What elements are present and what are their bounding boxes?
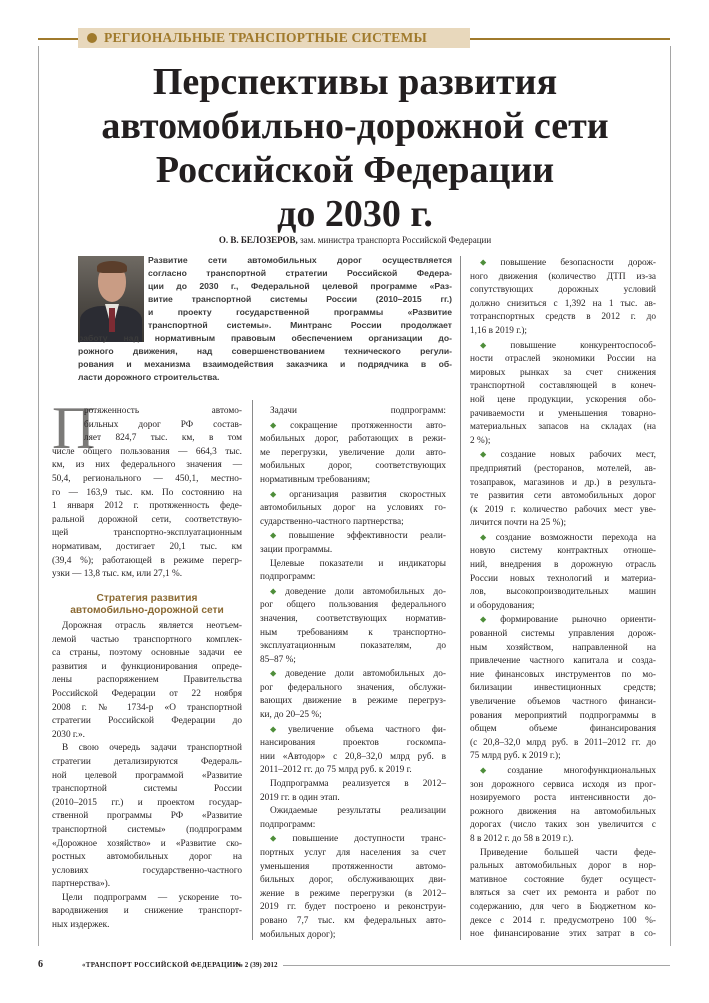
text-line: ляет 824,7 тыс. км, в том bbox=[84, 433, 242, 444]
text-line bbox=[260, 819, 446, 833]
lead-line: рования и механизма взаимодействия заказчика и подрядчика в об- bbox=[78, 359, 452, 369]
line-text: вляться за счет их ремонта и работ по bbox=[470, 888, 656, 899]
text-line bbox=[260, 915, 446, 929]
line-text: нормативным требованиям; bbox=[260, 474, 371, 485]
bullet-dot-icon bbox=[87, 33, 97, 43]
line-text: ным хозяйством, направленной на bbox=[470, 642, 656, 653]
line-text: бильных дорог, обслуживающих дви- bbox=[260, 875, 446, 886]
line-text: 2 %); bbox=[470, 435, 491, 446]
line-text: Целевые показатели и индикаторы bbox=[270, 558, 446, 569]
line-text: 85–87 %; bbox=[260, 654, 296, 665]
bullet-diamond-icon: ⬥ bbox=[270, 723, 289, 734]
line-text: вающих движение в режиме перегруз- bbox=[260, 696, 446, 707]
bullet-diamond-icon: ⬥ bbox=[480, 764, 508, 775]
line-text: значения, соответствующих норматив- bbox=[260, 613, 446, 624]
lead-line: согласно транспортной стратегии Российской Федера- bbox=[148, 268, 452, 278]
text-line bbox=[260, 433, 446, 447]
line-text: транспортной составляющей в конеч- bbox=[470, 381, 656, 392]
text-line: лены распоряжением Правительства bbox=[52, 675, 242, 686]
line-text: эксплуатационным показателям, до bbox=[260, 641, 446, 652]
bullet-diamond-icon: ⬥ bbox=[480, 531, 496, 542]
line-text: формирование рыночно ориенти- bbox=[500, 615, 656, 626]
bullet-diamond-icon: ⬥ bbox=[270, 585, 286, 596]
text-line bbox=[470, 750, 656, 764]
line-text: мобильных дорог); bbox=[260, 929, 336, 940]
bullet-line bbox=[260, 488, 446, 503]
title-line: до 2030 г. bbox=[277, 193, 433, 235]
line-text: создание многофункциональных bbox=[507, 765, 656, 776]
text-line bbox=[470, 463, 656, 477]
subheading bbox=[52, 593, 242, 617]
text-line: го — 163,9 тыс. км. По состоянию на bbox=[52, 487, 242, 498]
text-line bbox=[470, 928, 656, 942]
line-text: общем объеме финансирования bbox=[470, 724, 656, 735]
text-line bbox=[260, 474, 446, 488]
text-line bbox=[260, 709, 446, 723]
author-portrait-icon bbox=[78, 256, 144, 342]
line-text: ральных автомобильных дорог в нор- bbox=[470, 861, 656, 872]
line-text: должно снизиться с 1,392 на 1 тыс. ав- bbox=[470, 298, 656, 309]
line-text: ности отраслей экономики России на bbox=[470, 354, 656, 365]
bullet-line bbox=[470, 256, 656, 271]
line-text: зон дорожного сервиса исходя из прог- bbox=[470, 779, 656, 790]
line-text: предприятий (ресторанов, мотелей, ав- bbox=[470, 463, 656, 474]
text-line bbox=[470, 490, 656, 504]
line-text: тотранспортных средств в 2012 г. до bbox=[470, 312, 656, 323]
text-line bbox=[260, 613, 446, 627]
line-text: Подпрограмма реализуется в 2012– bbox=[270, 779, 446, 790]
line-text: ное финансирование этих затрат в со- bbox=[470, 929, 656, 940]
text-line bbox=[470, 600, 656, 614]
bullet-line bbox=[470, 339, 656, 354]
text-line bbox=[470, 915, 656, 929]
line-text: ровано 7,7 тыс. км федеральных авто- bbox=[260, 915, 446, 926]
line-text: повышение конкурентоспособ- bbox=[510, 340, 656, 351]
line-text: зации программы. bbox=[260, 544, 333, 555]
line-text: сударственно-частного партнерства; bbox=[260, 516, 404, 527]
line-text: (с 20,8–32,0 млрд руб. в 2011–2012 гг. до bbox=[470, 737, 656, 748]
line-text: личится почти на 25 %); bbox=[470, 518, 567, 529]
text-line bbox=[260, 516, 446, 530]
line-text: мобильных дорог, работающих в режи- bbox=[260, 434, 446, 445]
article-title bbox=[60, 60, 650, 236]
line-text: Задачи подпрограмм: bbox=[270, 406, 446, 416]
text-line: 2008 г. № 1734-р «О транспортной bbox=[52, 702, 242, 713]
line-text: рог общего пользования федерального bbox=[260, 600, 446, 611]
line-text: ний, внедрения в дорожную отрасль bbox=[470, 560, 656, 571]
text-line bbox=[470, 682, 656, 696]
lead-line: работу над нормативным правовым обеспечением организации до- bbox=[78, 333, 452, 343]
text-line bbox=[470, 394, 656, 408]
magazine-name: «ТРАНСПОРТ РОССИЙСКОЙ ФЕДЕРАЦИИ» bbox=[82, 961, 243, 969]
text-line bbox=[470, 860, 656, 874]
text-line bbox=[260, 460, 446, 474]
text-line: Цели подпрограмм — ускорение то- bbox=[62, 892, 242, 903]
text-line bbox=[470, 792, 656, 806]
text-line: бильных дорог РФ состав- bbox=[84, 419, 242, 430]
text-line bbox=[470, 573, 656, 587]
text-line bbox=[470, 298, 656, 312]
text-line: стратегии детализируются Федераль- bbox=[52, 756, 242, 767]
text-line bbox=[260, 558, 446, 572]
text-line bbox=[470, 833, 656, 847]
section-title: РЕГИОНАЛЬНЫЕ ТРАНСПОРТНЫЕ СИСТЕМЫ bbox=[104, 30, 427, 45]
lead-line: рожного движения, над совершенствованием технического регули- bbox=[78, 346, 452, 356]
text-line: В свою очередь задачи транспортной bbox=[62, 743, 242, 754]
section-header bbox=[78, 28, 470, 48]
title-line: автомобильно-дорожной сети bbox=[101, 105, 609, 147]
text-line: 1 января 2012 г. протяженность феде- bbox=[52, 501, 242, 512]
text-line bbox=[470, 779, 656, 793]
line-text: России новых технологий и материа- bbox=[470, 573, 656, 584]
drop-cap: П bbox=[52, 395, 96, 461]
text-line bbox=[260, 627, 446, 641]
line-text: новую систему контрактных отноше- bbox=[470, 546, 656, 557]
bullet-diamond-icon: ⬥ bbox=[270, 530, 289, 541]
line-text: мобильных дорог, соответствующих bbox=[260, 461, 446, 472]
line-text: доведение доли автомобильных до- bbox=[285, 586, 446, 597]
column3-text bbox=[470, 256, 656, 942]
frame-rule-left bbox=[38, 46, 39, 946]
page-footer bbox=[38, 959, 670, 971]
text-line bbox=[470, 271, 656, 285]
line-text: подпрограмм: bbox=[260, 572, 316, 583]
bullet-line bbox=[260, 529, 446, 544]
text-line: развития и функционирования опреде- bbox=[52, 661, 242, 672]
line-text: повышение безопасности дорож- bbox=[500, 258, 656, 268]
line-text: рог федерального значения, обслужи- bbox=[260, 682, 446, 693]
text-line bbox=[470, 311, 656, 325]
bullet-diamond-icon: ⬥ bbox=[270, 488, 290, 499]
lead-line: и проекту государственной программы «Развитие bbox=[148, 307, 452, 317]
line-text: рачиваемости и уменьшения товарно- bbox=[470, 408, 656, 419]
line-text: создание новых рабочих мест, bbox=[500, 450, 656, 461]
line-text: сокращение протяженности авто- bbox=[290, 420, 446, 431]
text-line: ральной дорожной сети, соответствую- bbox=[52, 514, 242, 525]
text-line bbox=[470, 380, 656, 394]
line-text: (к 2019 г. количество рабочих мест уве- bbox=[470, 504, 656, 515]
text-line: ротяженность автомо- bbox=[84, 406, 242, 416]
text-line bbox=[260, 502, 446, 516]
text-line bbox=[470, 559, 656, 573]
text-line bbox=[470, 874, 656, 888]
text-line: ной целевой программой «Развитие bbox=[52, 770, 242, 781]
bullet-diamond-icon: ⬥ bbox=[480, 614, 501, 625]
line-text: 1,16 в 2019 г.); bbox=[470, 325, 527, 336]
line-text: ного движения (количество ДТП из-за bbox=[470, 271, 656, 282]
text-line bbox=[260, 751, 446, 765]
line-text: нозируемого роста интенсивности до- bbox=[470, 793, 656, 804]
line-text: материальных запасов на складах (на bbox=[470, 422, 656, 433]
title-line: Российской Федерации bbox=[155, 149, 555, 191]
text-line bbox=[260, 874, 446, 888]
text-line bbox=[260, 805, 446, 819]
lead-line: Развитие сети автомобильных дорог осуществляется bbox=[148, 255, 452, 265]
text-line bbox=[260, 544, 446, 558]
line-text: 2011–2012 гг. до 75 млрд руб. к 2019 г. bbox=[260, 765, 412, 776]
text-line: Российской Федерации от 22 ноября bbox=[52, 688, 242, 699]
column2-text bbox=[260, 405, 446, 942]
page-number: 6 bbox=[38, 959, 43, 970]
text-line bbox=[470, 504, 656, 518]
text-line bbox=[260, 847, 446, 861]
text-line bbox=[470, 586, 656, 600]
text-line: 50,4, регионального — 450,1, местно- bbox=[52, 473, 242, 484]
line-text: мировых рынках за счет снижения bbox=[470, 367, 656, 378]
text-line bbox=[470, 710, 656, 724]
text-line bbox=[470, 669, 656, 683]
line-text: создание возможности перехода на bbox=[495, 532, 656, 543]
bullet-line bbox=[260, 667, 446, 682]
line-text: те развития сети автомобильных дорог bbox=[470, 491, 656, 502]
text-line: вародвижения и снижение транспорт- bbox=[52, 906, 242, 917]
text-line: условиях государственно-частного bbox=[52, 865, 242, 876]
line-text: нии «Автодор» с 20,8–32,0 млрд руб. в bbox=[260, 751, 446, 762]
column-rule bbox=[252, 400, 253, 940]
text-line: Дорожная отрасль является неотъем- bbox=[62, 621, 242, 631]
line-text: ной цене продукции, ускорения обо- bbox=[470, 394, 656, 405]
bullet-diamond-icon: ⬥ bbox=[270, 668, 286, 679]
line-text: повышение эффективности реали- bbox=[288, 531, 446, 542]
text-line bbox=[470, 901, 656, 915]
line-text: 8 в 2012 г. до 58 в 2019 г.). bbox=[470, 833, 574, 844]
text-line bbox=[470, 655, 656, 669]
text-line bbox=[470, 723, 656, 737]
frame-rule-right bbox=[670, 46, 671, 946]
line-text: подпрограмм: bbox=[260, 819, 316, 830]
text-line: транспортной системы» (подпрограмм bbox=[52, 824, 242, 835]
text-line bbox=[260, 405, 446, 419]
column1-paragraph2 bbox=[52, 620, 242, 933]
text-line: лемой частью транспортного комплек- bbox=[52, 634, 242, 645]
bullet-line bbox=[260, 832, 446, 847]
line-text: увеличение объемов частного финанси- bbox=[470, 697, 656, 707]
line-text: тозаправок, магазинов и др.) в результа- bbox=[470, 477, 656, 488]
line-text: доведение доли автомобильных до- bbox=[285, 669, 446, 680]
bullet-diamond-icon: ⬥ bbox=[480, 257, 501, 267]
text-line bbox=[470, 545, 656, 559]
text-line bbox=[470, 353, 656, 367]
text-line: нормативам, достигает 20,1 тыс. км bbox=[52, 541, 242, 552]
line-text: рованной системы управления дорож- bbox=[470, 629, 656, 640]
lead-line: ции до 2030 г., Федеральной целевой программе «Раз- bbox=[148, 281, 452, 291]
text-line bbox=[470, 696, 656, 710]
text-line bbox=[470, 408, 656, 422]
text-line: ростных автомобильных дорог на bbox=[52, 852, 242, 863]
text-line bbox=[260, 778, 446, 792]
text-line bbox=[260, 640, 446, 654]
text-line: ных издержек. bbox=[52, 920, 110, 931]
line-text: мативное состояние будет осущест- bbox=[470, 874, 656, 885]
text-line: (2010–2015 гг.) и проектом государ- bbox=[52, 797, 242, 808]
lead-line: витие транспортной системы России (2010–2015 гг.) bbox=[148, 294, 452, 304]
byline bbox=[60, 235, 650, 245]
text-line: числе общего пользования — 664,3 тыс. bbox=[52, 446, 242, 457]
bullet-diamond-icon: ⬥ bbox=[480, 339, 511, 350]
line-text: лов, высокопроизводительных машин bbox=[470, 587, 656, 598]
text-line bbox=[470, 847, 656, 861]
lead-line: ласти дорожного строительства. bbox=[78, 372, 220, 382]
line-text: содержанию, для чего в Бюджетном ко- bbox=[470, 901, 656, 912]
line-text: дорогах (число таких зон увеличится с bbox=[470, 820, 656, 831]
text-line bbox=[470, 477, 656, 491]
bullet-line bbox=[260, 723, 446, 738]
text-line bbox=[470, 367, 656, 381]
text-line bbox=[470, 325, 656, 339]
line-text: ние финансовых инструментов по мо- bbox=[470, 669, 656, 680]
bullet-diamond-icon: ⬥ bbox=[270, 419, 291, 430]
line-text: рожного движения на автомобильных bbox=[470, 806, 656, 817]
text-line: стратегии Российской Федерации до bbox=[52, 716, 242, 727]
text-line bbox=[260, 447, 446, 461]
line-text: повышение доступности транс- bbox=[292, 834, 446, 845]
text-line: «Дорожное хозяйство» и «Развитие ско- bbox=[52, 838, 242, 849]
text-line bbox=[470, 806, 656, 820]
bullet-diamond-icon: ⬥ bbox=[480, 449, 501, 460]
line-text: 2019 гг. в один этап. bbox=[260, 792, 340, 803]
line-text: 2019 гг. будет построено и реконструи- bbox=[260, 902, 446, 913]
text-line bbox=[260, 764, 446, 778]
text-line bbox=[260, 929, 446, 943]
text-line bbox=[470, 421, 656, 435]
text-line: щей транспортно-эксплуатационным bbox=[52, 528, 242, 539]
text-line: ственной программы РФ «Развитие bbox=[52, 811, 242, 822]
lead-line: транспортной системы». Минтранс России продолжает bbox=[148, 320, 452, 330]
bullet-line bbox=[470, 613, 656, 628]
text-line bbox=[260, 571, 446, 585]
header-rule-left bbox=[38, 38, 78, 40]
text-line bbox=[470, 284, 656, 298]
bullet-line bbox=[260, 585, 446, 600]
line-text: рования мероприятий подпрограммы в bbox=[470, 710, 656, 721]
text-line: 2030 г.». bbox=[52, 729, 85, 740]
text-line: са страны, поэтому основные задачи ее bbox=[52, 648, 242, 659]
subheading-line: Стратегия развития bbox=[96, 593, 198, 604]
bullet-line bbox=[470, 448, 656, 463]
line-text: уменьшения протяженности автомо- bbox=[260, 861, 446, 872]
line-text: ки, до 20–25 %; bbox=[260, 710, 322, 721]
line-text: автомобильных дорог на условиях го- bbox=[260, 503, 446, 514]
text-line: км, из них федерального значения — bbox=[52, 460, 242, 471]
text-line: узки — 13,8 тыс. км, или 27,1 %. bbox=[52, 569, 183, 580]
text-line: (39,4 %); работающей в режиме перегр- bbox=[52, 555, 242, 566]
text-line bbox=[260, 861, 446, 875]
text-line bbox=[470, 435, 656, 449]
line-text: ме перегрузки, увеличение доли авто- bbox=[260, 447, 446, 458]
text-line bbox=[470, 628, 656, 642]
line-text: портных услуг для населения за счет bbox=[260, 848, 446, 858]
line-text: Ожидаемые результаты реализации bbox=[270, 806, 446, 817]
line-text: жение в режиме перегрузки (в 2012– bbox=[260, 888, 446, 899]
author-position: зам. министра транспорта Российской Федерации bbox=[300, 235, 492, 245]
line-text: Приведение большей части феде- bbox=[480, 847, 656, 858]
text-line bbox=[470, 642, 656, 656]
line-text: нансирования проектов госкомпа- bbox=[260, 738, 446, 749]
text-line: транспортной системы России bbox=[52, 784, 242, 795]
text-line bbox=[470, 737, 656, 751]
column1-paragraph1 bbox=[52, 395, 242, 582]
line-text: организация развития скоростных bbox=[289, 489, 446, 500]
header-rule-right bbox=[470, 38, 670, 40]
text-line bbox=[260, 901, 446, 915]
footer-rule bbox=[283, 965, 670, 966]
issue-number: № 2 (39) 2012 bbox=[236, 961, 278, 969]
text-line bbox=[260, 695, 446, 709]
line-text: дексе с 2014 г. предусмотрено 100 %- bbox=[470, 915, 656, 926]
line-text: 75 млрд руб. к 2019 г.); bbox=[470, 751, 561, 762]
text-line bbox=[260, 888, 446, 902]
text-line bbox=[260, 682, 446, 696]
line-text: привлечение частного капитала и созда- bbox=[470, 656, 656, 667]
line-text: ным требованиям к транспортно- bbox=[260, 627, 446, 638]
text-line: партнерства»). bbox=[52, 879, 111, 890]
text-line bbox=[260, 737, 446, 751]
line-text: увеличение объема частного фи- bbox=[288, 724, 446, 735]
line-text: и оборудования; bbox=[470, 600, 535, 611]
text-line bbox=[470, 887, 656, 901]
text-line bbox=[470, 517, 656, 531]
text-line bbox=[470, 819, 656, 833]
bullet-line bbox=[470, 764, 656, 779]
bullet-line bbox=[260, 419, 446, 434]
line-text: сопутствующих дорожных условий bbox=[470, 285, 656, 296]
text-line bbox=[260, 599, 446, 613]
line-text: билизации инвестиционных средств; bbox=[470, 683, 656, 694]
column-rule bbox=[460, 256, 461, 940]
text-line bbox=[260, 654, 446, 668]
text-line bbox=[260, 792, 446, 806]
author-name: О. В. БЕЛОЗЕРОВ, bbox=[218, 235, 298, 245]
bullet-diamond-icon: ⬥ bbox=[270, 833, 293, 844]
bullet-line bbox=[470, 531, 656, 546]
title-line: Перспективы развития bbox=[152, 61, 558, 103]
subheading-line: автомобильно-дорожной сети bbox=[70, 605, 224, 616]
